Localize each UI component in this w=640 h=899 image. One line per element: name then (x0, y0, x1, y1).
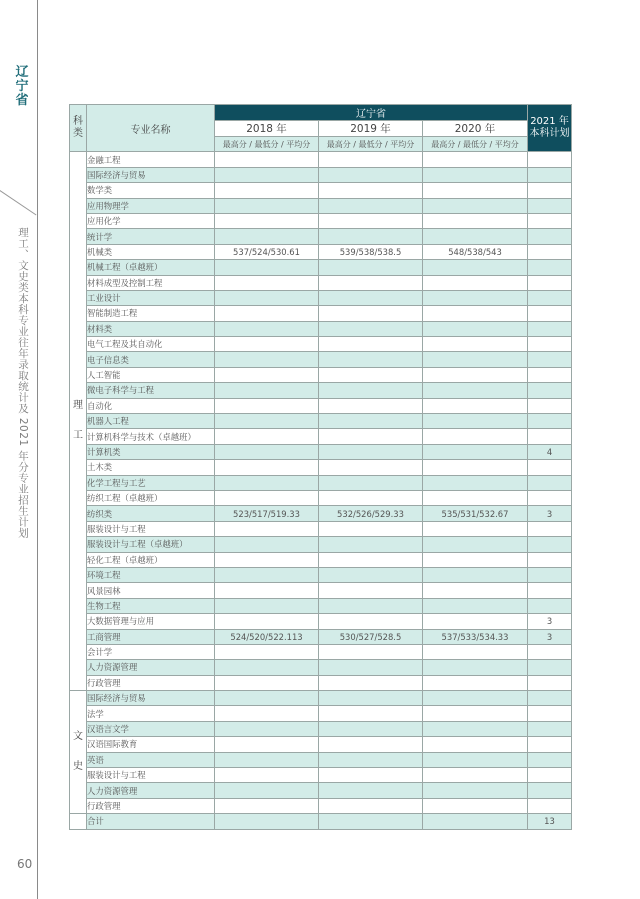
plan-2021-cell (528, 737, 572, 752)
plan-2021-cell (528, 352, 572, 367)
header-category: 科 类 (70, 105, 87, 152)
table-row (70, 737, 572, 752)
table-row (70, 783, 572, 798)
score-2018-cell (215, 429, 319, 444)
major-name-cell: 人工智能 (87, 367, 215, 382)
score-2019-cell (319, 183, 423, 198)
score-2019-cell (319, 798, 423, 813)
major-name-cell: 电子信息类 (87, 352, 215, 367)
plan-2021-cell (528, 337, 572, 352)
score-2019-cell (319, 383, 423, 398)
table-row (70, 167, 572, 182)
major-name-cell: 纺织工程（卓越班） (87, 490, 215, 505)
score-2018-cell (215, 521, 319, 536)
score-2019-cell (319, 644, 423, 659)
score-2018-cell (215, 460, 319, 475)
score-2020-cell (423, 691, 528, 706)
plan-2021-cell (528, 213, 572, 228)
score-2018-cell (215, 414, 319, 429)
score-2020-cell (423, 444, 528, 459)
score-2018-cell (215, 691, 319, 706)
score-2018-cell (215, 552, 319, 567)
score-2018-cell (215, 798, 319, 813)
score-2020-cell (423, 706, 528, 721)
total-plan-cell: 13 (528, 814, 572, 829)
plan-2021-cell (528, 429, 572, 444)
plan-2021-cell (528, 229, 572, 244)
plan-2021-cell: 3 (528, 629, 572, 644)
score-2018-cell (215, 183, 319, 198)
total-2018-cell (215, 814, 319, 829)
table-row (70, 460, 572, 475)
table-row (70, 552, 572, 567)
score-2019-cell (319, 490, 423, 505)
header-year-2018: 2018 年 (215, 121, 319, 137)
plan-2021-cell (528, 691, 572, 706)
table-row (70, 383, 572, 398)
score-2019-cell (319, 290, 423, 305)
score-2020-cell (423, 167, 528, 182)
score-2020-cell (423, 337, 528, 352)
score-2019-cell (319, 167, 423, 182)
plan-2021-cell (528, 321, 572, 336)
plan-2021-cell (528, 167, 572, 182)
table-row (70, 675, 572, 690)
table-row (70, 306, 572, 321)
score-2019-cell (319, 752, 423, 767)
score-2019-cell (319, 337, 423, 352)
score-2020-cell (423, 798, 528, 813)
score-2020-cell (423, 198, 528, 213)
plan-2021-cell (528, 768, 572, 783)
plan-2021-cell: 3 (528, 506, 572, 521)
table-row (70, 213, 572, 228)
score-2018-cell (215, 213, 319, 228)
score-2019-cell (319, 398, 423, 413)
plan-2021-cell (528, 706, 572, 721)
table-row (70, 691, 572, 706)
table-row (70, 152, 572, 167)
score-2020-cell (423, 460, 528, 475)
score-2020-cell (423, 644, 528, 659)
score-2018-cell: 537/524/530.61 (215, 244, 319, 259)
score-2020-cell (423, 414, 528, 429)
table-row (70, 721, 572, 736)
major-name-cell: 服装设计与工程（卓越班） (87, 537, 215, 552)
plan-2021-cell (528, 552, 572, 567)
score-2020-cell (423, 783, 528, 798)
major-name-cell: 机器人工程 (87, 414, 215, 429)
score-2020-cell (423, 490, 528, 505)
major-name-cell: 自动化 (87, 398, 215, 413)
major-name-cell: 大数据管理与应用 (87, 614, 215, 629)
category-cell (70, 691, 87, 814)
major-name-cell: 国际经济与贸易 (87, 167, 215, 182)
score-2018-cell (215, 644, 319, 659)
score-2020-cell (423, 521, 528, 536)
score-2018-cell (215, 321, 319, 336)
table-row (70, 229, 572, 244)
score-2019-cell (319, 321, 423, 336)
table-row (70, 537, 572, 552)
plan-2021-cell (528, 244, 572, 259)
score-2019-cell (319, 783, 423, 798)
header-major: 专业名称 (87, 105, 215, 152)
score-2019-cell (319, 737, 423, 752)
header-sub-2019: 最高分 / 最低分 / 平均分 (319, 137, 423, 152)
major-name-cell: 国际经济与贸易 (87, 691, 215, 706)
major-name-cell: 会计学 (87, 644, 215, 659)
score-2018-cell (215, 306, 319, 321)
category-cell-empty (70, 814, 87, 829)
major-name-cell: 工业设计 (87, 290, 215, 305)
score-2020-cell: 535/531/532.67 (423, 506, 528, 521)
major-name-cell: 生物工程 (87, 598, 215, 613)
plan-2021-cell (528, 460, 572, 475)
score-2018-cell (215, 537, 319, 552)
plan-2021-cell (528, 414, 572, 429)
plan-2021-cell (528, 260, 572, 275)
total-2019-cell (319, 814, 423, 829)
score-2020-cell (423, 537, 528, 552)
major-name-cell: 机械类 (87, 244, 215, 259)
score-2018-cell (215, 783, 319, 798)
score-2018-cell (215, 567, 319, 582)
table-row (70, 337, 572, 352)
score-2019-cell (319, 691, 423, 706)
major-name-cell: 应用化学 (87, 213, 215, 228)
score-2019-cell (319, 660, 423, 675)
table-row (70, 521, 572, 536)
score-2020-cell (423, 321, 528, 336)
score-2020-cell (423, 660, 528, 675)
table-row (70, 275, 572, 290)
total-label-cell: 合计 (87, 814, 215, 829)
major-name-cell: 环境工程 (87, 567, 215, 582)
table-row (70, 660, 572, 675)
table-row (70, 367, 572, 382)
margin-rule (37, 0, 38, 899)
score-2018-cell (215, 706, 319, 721)
major-name-cell: 计算机科学与技术（卓越班） (87, 429, 215, 444)
major-name-cell: 数学类 (87, 183, 215, 198)
score-2020-cell: 537/533/534.33 (423, 629, 528, 644)
score-2019-cell (319, 768, 423, 783)
score-2019-cell (319, 675, 423, 690)
score-2018-cell (215, 768, 319, 783)
plan-2021-cell (528, 521, 572, 536)
score-2019-cell (319, 414, 423, 429)
category-char: 工 (73, 430, 83, 442)
score-2020-cell (423, 737, 528, 752)
category-cell (70, 152, 87, 691)
major-name-cell: 化学工程与工艺 (87, 475, 215, 490)
major-name-cell: 土木类 (87, 460, 215, 475)
score-2019-cell (319, 429, 423, 444)
major-name-cell: 计算机类 (87, 444, 215, 459)
table-row (70, 583, 572, 598)
table-body (70, 152, 572, 829)
table-row (70, 244, 572, 259)
table-row (70, 260, 572, 275)
page-number: 60 (17, 857, 33, 871)
score-2020-cell (423, 260, 528, 275)
score-2019-cell (319, 721, 423, 736)
score-2019-cell (319, 444, 423, 459)
major-name-cell: 轻化工程（卓越班） (87, 552, 215, 567)
major-name-cell: 汉语国际教育 (87, 737, 215, 752)
score-2019-cell (319, 706, 423, 721)
score-2019-cell (319, 275, 423, 290)
score-2018-cell (215, 383, 319, 398)
major-name-cell: 微电子科学与工程 (87, 383, 215, 398)
table-row (70, 414, 572, 429)
major-name-cell: 服装设计与工程 (87, 768, 215, 783)
category-char: 史 (73, 761, 83, 773)
score-2018-cell (215, 475, 319, 490)
table-row (70, 183, 572, 198)
score-2020-cell (423, 768, 528, 783)
score-2018-cell (215, 229, 319, 244)
score-2018-cell (215, 337, 319, 352)
plan-2021-cell (528, 152, 572, 167)
score-2018-cell (215, 614, 319, 629)
score-2019-cell (319, 352, 423, 367)
score-2019-cell (319, 537, 423, 552)
table-row (70, 444, 572, 459)
score-2020-cell (423, 275, 528, 290)
category-char: 文 (73, 731, 83, 743)
score-2019-cell (319, 229, 423, 244)
table-row (70, 614, 572, 629)
major-name-cell: 服装设计与工程 (87, 521, 215, 536)
table-row (70, 567, 572, 582)
plan-2021-cell (528, 798, 572, 813)
score-2020-cell (423, 552, 528, 567)
score-2019-cell (319, 306, 423, 321)
score-2018-cell (215, 752, 319, 767)
major-name-cell: 行政管理 (87, 675, 215, 690)
plan-2021-cell (528, 752, 572, 767)
score-2018-cell: 523/517/519.33 (215, 506, 319, 521)
plan-2021-cell (528, 183, 572, 198)
header-year-2019: 2019 年 (319, 121, 423, 137)
major-name-cell: 材料类 (87, 321, 215, 336)
plan-2021-cell (528, 198, 572, 213)
section-title: 理工、文史类本科专业往年录取统计及 2021 年分专业招生计划 (17, 227, 29, 539)
score-2019-cell (319, 598, 423, 613)
category-char: 理 (73, 400, 83, 412)
plan-2021-cell (528, 660, 572, 675)
table-row (70, 706, 572, 721)
major-name-cell: 机械工程（卓越班） (87, 260, 215, 275)
major-name-cell: 智能制造工程 (87, 306, 215, 321)
score-2018-cell (215, 152, 319, 167)
major-name-cell: 纺织类 (87, 506, 215, 521)
score-2019-cell: 530/527/528.5 (319, 629, 423, 644)
table-row (70, 798, 572, 813)
score-2018-cell (215, 398, 319, 413)
plan-2021-cell (528, 537, 572, 552)
header-sub-2018: 最高分 / 最低分 / 平均分 (215, 137, 319, 152)
score-2020-cell: 548/538/543 (423, 244, 528, 259)
plan-2021-cell (528, 475, 572, 490)
score-2019-cell: 532/526/529.33 (319, 506, 423, 521)
score-2018-cell (215, 737, 319, 752)
score-2018-cell (215, 721, 319, 736)
plan-2021-cell (528, 675, 572, 690)
plan-2021-cell (528, 398, 572, 413)
score-2020-cell (423, 583, 528, 598)
major-name-cell: 行政管理 (87, 798, 215, 813)
score-2018-cell (215, 290, 319, 305)
score-2020-cell (423, 598, 528, 613)
major-name-cell: 应用物理学 (87, 198, 215, 213)
major-name-cell: 人力资源管理 (87, 783, 215, 798)
table-row (70, 644, 572, 659)
score-2019-cell (319, 521, 423, 536)
score-2019-cell (319, 614, 423, 629)
major-name-cell: 工商管理 (87, 629, 215, 644)
table-row (70, 352, 572, 367)
plan-2021-cell: 3 (528, 614, 572, 629)
score-2020-cell (423, 567, 528, 582)
score-2018-cell (215, 260, 319, 275)
table-row (70, 321, 572, 336)
plan-2021-cell (528, 306, 572, 321)
score-2019-cell (319, 567, 423, 582)
plan-2021-cell: 4 (528, 444, 572, 459)
score-2020-cell (423, 367, 528, 382)
score-2018-cell (215, 583, 319, 598)
score-2020-cell (423, 213, 528, 228)
plan-2021-cell (528, 567, 572, 582)
table-row (70, 629, 572, 644)
score-2018-cell (215, 598, 319, 613)
score-2019-cell (319, 475, 423, 490)
score-2019-cell (319, 552, 423, 567)
score-2019-cell (319, 213, 423, 228)
score-2018-cell (215, 660, 319, 675)
table-row (70, 490, 572, 505)
score-2019-cell (319, 367, 423, 382)
score-2020-cell (423, 229, 528, 244)
table-row (70, 506, 572, 521)
plan-2021-cell (528, 583, 572, 598)
score-2020-cell (423, 290, 528, 305)
major-name-cell: 人力资源管理 (87, 660, 215, 675)
header-plan-2021: 2021 年 本科计划 (528, 105, 572, 152)
score-2020-cell (423, 398, 528, 413)
plan-2021-cell (528, 383, 572, 398)
major-name-cell: 法学 (87, 706, 215, 721)
major-name-cell: 材料成型及控制工程 (87, 275, 215, 290)
table-row (70, 198, 572, 213)
plan-2021-cell (528, 721, 572, 736)
total-2020-cell (423, 814, 528, 829)
header-year-2020: 2020 年 (423, 121, 528, 137)
score-2020-cell (423, 429, 528, 444)
score-2020-cell (423, 383, 528, 398)
score-2020-cell (423, 721, 528, 736)
score-2020-cell (423, 675, 528, 690)
score-2020-cell (423, 614, 528, 629)
plan-2021-cell (528, 367, 572, 382)
score-2018-cell: 524/520/522.113 (215, 629, 319, 644)
major-name-cell: 英语 (87, 752, 215, 767)
table-row (70, 598, 572, 613)
score-2018-cell (215, 275, 319, 290)
table-row (70, 398, 572, 413)
plan-2021-cell (528, 598, 572, 613)
score-2018-cell (215, 167, 319, 182)
total-row (70, 814, 572, 829)
plan-2021-cell (528, 490, 572, 505)
score-2018-cell (215, 444, 319, 459)
decorative-diagonal (0, 190, 36, 215)
province-label: 辽宁省 (15, 65, 29, 108)
table-row (70, 429, 572, 444)
admission-table (69, 104, 572, 830)
score-2020-cell (423, 152, 528, 167)
score-2020-cell (423, 475, 528, 490)
score-2019-cell (319, 198, 423, 213)
major-name-cell: 汉语言文学 (87, 721, 215, 736)
score-2018-cell (215, 367, 319, 382)
score-2018-cell (215, 352, 319, 367)
score-2019-cell: 539/538/538.5 (319, 244, 423, 259)
score-2018-cell (215, 198, 319, 213)
score-2018-cell (215, 675, 319, 690)
score-2019-cell (319, 152, 423, 167)
score-2020-cell (423, 752, 528, 767)
header-province: 辽宁省 (215, 105, 528, 121)
score-2018-cell (215, 490, 319, 505)
major-name-cell: 电气工程及其自动化 (87, 337, 215, 352)
plan-2021-cell (528, 783, 572, 798)
table-row (70, 768, 572, 783)
major-name-cell: 金融工程 (87, 152, 215, 167)
score-2019-cell (319, 260, 423, 275)
plan-2021-cell (528, 290, 572, 305)
table-row (70, 475, 572, 490)
plan-2021-cell (528, 275, 572, 290)
table-row (70, 752, 572, 767)
major-name-cell: 风景园林 (87, 583, 215, 598)
score-2020-cell (423, 306, 528, 321)
score-2019-cell (319, 583, 423, 598)
table-row (70, 290, 572, 305)
score-2020-cell (423, 183, 528, 198)
plan-2021-cell (528, 644, 572, 659)
score-2020-cell (423, 352, 528, 367)
header-sub-2020: 最高分 / 最低分 / 平均分 (423, 137, 528, 152)
score-2019-cell (319, 460, 423, 475)
major-name-cell: 统计学 (87, 229, 215, 244)
